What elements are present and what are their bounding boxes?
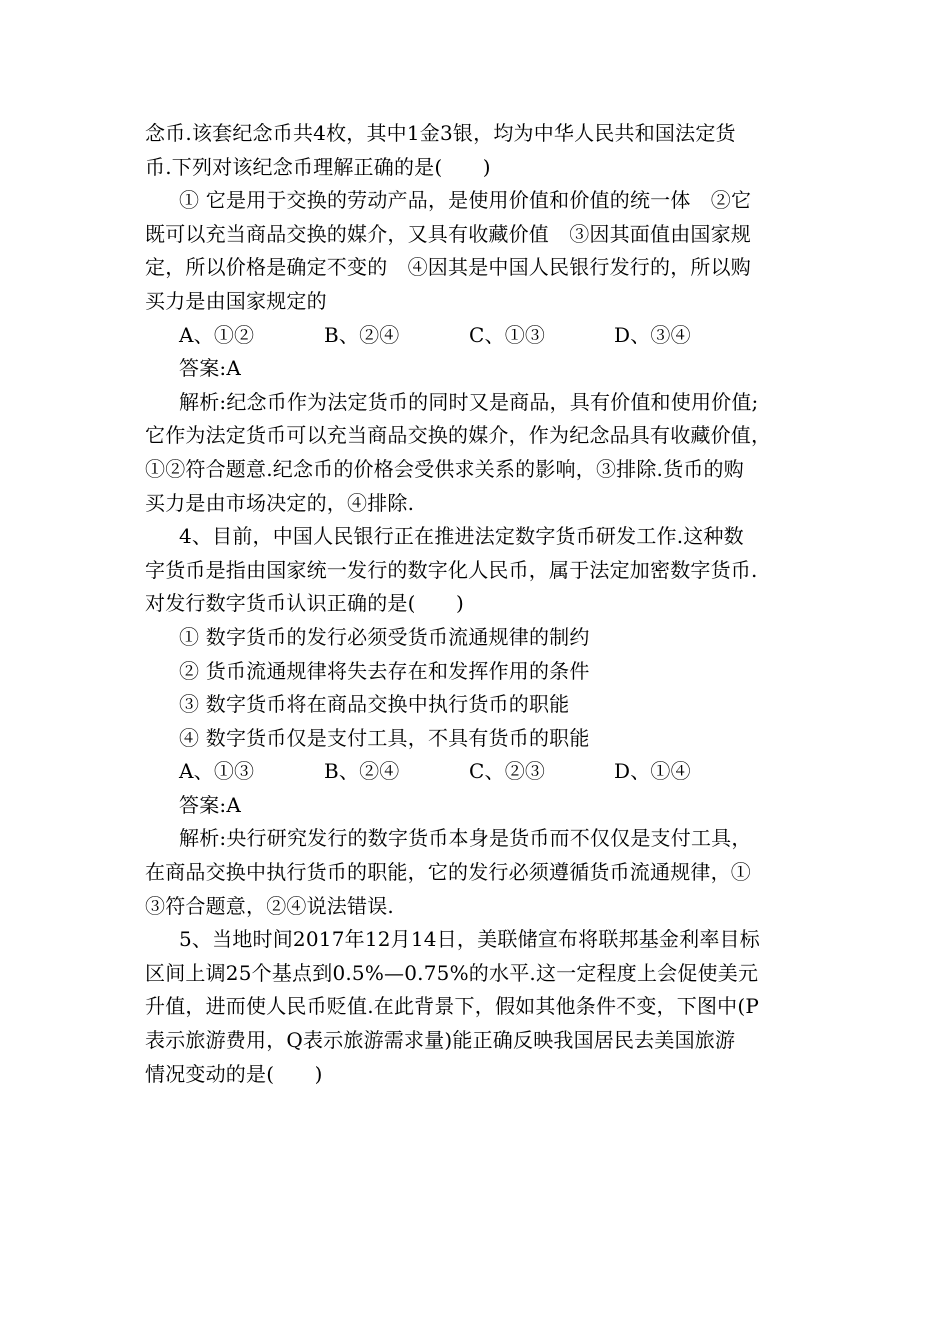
analysis-line: 解析:央行研究发行的数字货币本身是货币而不仅仅是支付工具， — [179, 826, 752, 851]
option-d: D、①④ — [614, 759, 691, 784]
statement-line: 买力是由国家规定的 — [145, 288, 327, 313]
statement-line: ④ 数字货币仅是支付工具，不具有货币的职能 — [179, 725, 590, 750]
statement-line: 定，所以价格是确定不变的 ④因其是中国人民银行发行的，所以购 — [145, 255, 751, 280]
option-a: A、①③ — [179, 759, 255, 784]
answer-options — [145, 319, 817, 353]
question-stem-line: 对发行数字货币认识正确的是( ) — [145, 591, 465, 616]
question-stem-line: 币.下列对该纪念币理解正确的是( ) — [145, 154, 491, 179]
document-body — [145, 117, 817, 1091]
answer-line: 答案:A — [179, 792, 241, 817]
statement-line: ① 数字货币的发行必须受货币流通规律的制约 — [179, 624, 590, 649]
statement-line: 既可以充当商品交换的媒介，又具有收藏价值 ③因其面值由国家规 — [145, 221, 751, 246]
analysis-line: ③符合题意，②④说法错误. — [145, 893, 394, 918]
statement-line: ② 货币流通规律将失去存在和发挥作用的条件 — [179, 658, 590, 683]
answer-options — [145, 755, 817, 789]
question-stem-line: 字货币是指由国家统一发行的数字化人民币，属于法定加密数字货币. — [145, 557, 758, 582]
question-stem-line: 念币.该套纪念币共4枚，其中1金3银，均为中华人民共和国法定货 — [145, 121, 736, 145]
analysis-line: 解析:纪念币作为法定货币的同时又是商品，具有价值和使用价值; — [179, 389, 759, 414]
option-d: D、③④ — [614, 322, 691, 347]
option-b: B、②④ — [324, 759, 400, 784]
statement-line: ① 它是用于交换的劳动产品，是使用价值和价值的统一体 ②它 — [179, 188, 752, 213]
question-stem-line: 4、目前，中国人民银行正在推进法定数字货币研发工作.这种数 — [179, 524, 744, 549]
question-4 — [145, 520, 817, 923]
analysis-line: 买力是由市场决定的，④排除. — [145, 490, 415, 515]
option-a: A、①② — [179, 322, 255, 347]
option-b: B、②④ — [324, 322, 400, 347]
question-3 — [145, 117, 817, 520]
analysis-line: ①②符合题意.纪念币的价格会受供求关系的影响，③排除.货币的购 — [145, 456, 744, 481]
analysis-line: 它作为法定货币可以充当商品交换的媒介，作为纪念品具有收藏价值， — [145, 423, 772, 448]
answer-line: 答案:A — [179, 356, 241, 381]
question-5 — [145, 923, 817, 1091]
question-stem-line: 情况变动的是( ) — [145, 1061, 323, 1086]
question-stem-line: 升值，进而使人民币贬值.在此背景下，假如其他条件不变，下图中(P — [145, 994, 760, 1019]
analysis-line: 在商品交换中执行货币的职能，它的发行必须遵循货币流通规律，① — [145, 860, 751, 885]
statement-line: ③ 数字货币将在商品交换中执行货币的职能 — [179, 692, 570, 717]
option-c: C、②③ — [469, 759, 546, 784]
option-c: C、①③ — [469, 322, 546, 347]
question-stem-line: 区间上调25个基点到0.5%—0.75%的水平.这一定程度上会促使美元 — [145, 960, 759, 985]
question-stem-line: 表示旅游费用，Q表示旅游需求量)能正确反映我国居民去美国旅游 — [145, 1028, 736, 1053]
question-stem-line: 5、当地时间2017年12月14日，美联储宣布将联邦基金利率目标 — [179, 927, 760, 952]
